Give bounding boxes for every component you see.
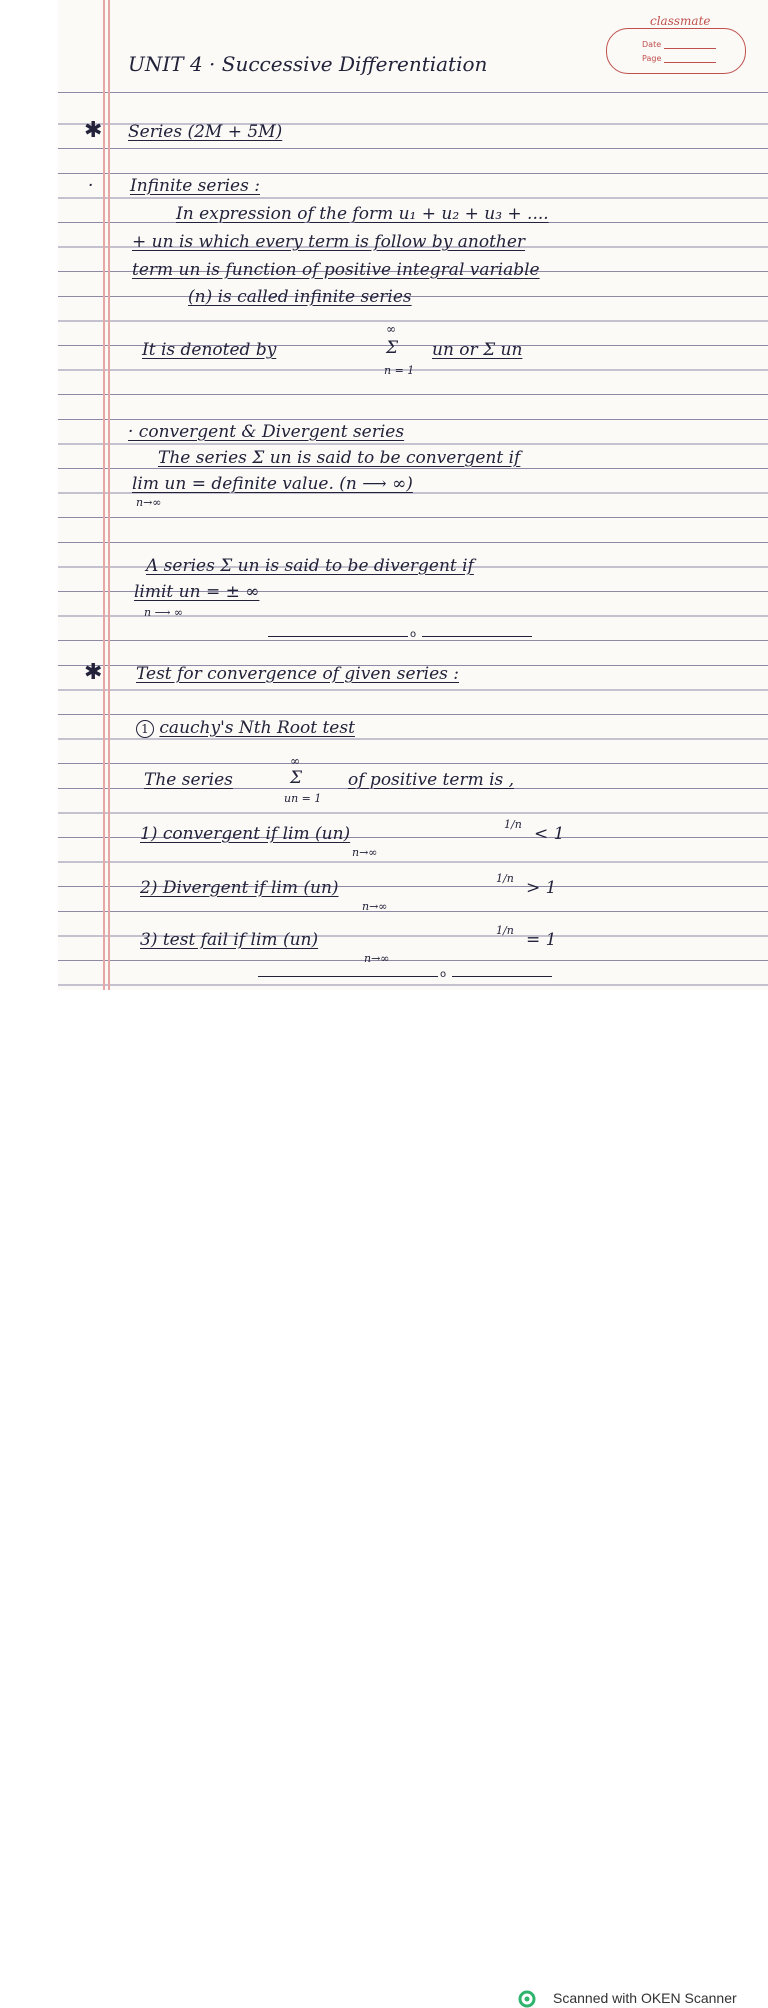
denoted-text: It is denoted by (142, 340, 277, 360)
infinite-line-1: In expression of the form u₁ + u₂ + u₃ + .... (176, 204, 549, 224)
condition-2-exponent: 1/n (496, 872, 514, 885)
condition-1-tail: < 1 (534, 824, 565, 844)
bullet-star-icon: ✱ (84, 660, 103, 685)
circled-number: 1 (136, 720, 154, 738)
classmate-stamp (606, 14, 746, 74)
page-title: UNIT 4 · Successive Differentiation (128, 52, 488, 76)
section-divider-mark: o (410, 629, 417, 640)
margin-line-right (108, 0, 110, 990)
condition-1-limit-sub: n→∞ (352, 846, 378, 859)
stamp-page-line (664, 62, 716, 63)
bullet-dot: · (88, 176, 94, 196)
end-divider-left (258, 976, 438, 977)
convergent-limit-sub: n→∞ (136, 496, 162, 509)
scanner-footer (0, 990, 768, 2006)
infinite-line-4: (n) is called infinite series (188, 287, 412, 307)
margin-line-left (103, 0, 105, 990)
condition-2: 2) Divergent if lim (un) (140, 878, 339, 898)
sum-lower-limit: n = 1 (384, 364, 415, 377)
condition-2-tail: > 1 (526, 878, 557, 898)
test-heading: Test for convergence of given series : (136, 664, 459, 684)
condition-3-exponent: 1/n (496, 924, 514, 937)
scanner-credit-text: Scanned with OKEN Scanner (553, 1990, 737, 2006)
convergent-divergent-heading: · convergent & Divergent series (128, 422, 405, 442)
sum-upper-limit: ∞ (386, 322, 396, 336)
header-rule (58, 92, 768, 93)
infinite-line-2: + un is which every term is follow by another (132, 232, 526, 252)
cauchy-line-b: of positive term is , (348, 770, 515, 790)
convergent-line-1: The series Σ un is said to be convergent if (158, 448, 521, 468)
stamp-date-label: Date (642, 40, 662, 49)
infinite-heading: Infinite series : (130, 176, 260, 196)
cauchy-sum-symbol: Σ (290, 768, 303, 788)
cauchy-line-a: The series (144, 770, 233, 790)
notebook-page (58, 0, 768, 990)
cauchy-sum-lower: un = 1 (284, 792, 322, 805)
cauchy-item (136, 718, 355, 738)
stamp-brand: classmate (650, 14, 711, 28)
sum-symbol: Σ (386, 338, 399, 358)
denoted-tail: un or Σ un (432, 340, 523, 360)
condition-3-limit-sub: n→∞ (364, 952, 390, 965)
condition-2-limit-sub: n→∞ (362, 900, 388, 913)
bullet-star-icon: ✱ (84, 118, 103, 143)
oken-scanner-logo-icon (518, 1990, 538, 2008)
condition-3: 3) test fail if lim (un) (140, 930, 319, 950)
stamp-date-line (664, 48, 716, 49)
section-divider-right (422, 636, 532, 637)
condition-1: 1) convergent if lim (un) (140, 824, 351, 844)
divergent-line-2: limit un = ± ∞ (134, 582, 260, 602)
end-divider-right (452, 976, 552, 977)
stamp-box (606, 28, 746, 74)
condition-3-tail: = 1 (526, 930, 557, 950)
divergent-limit-sub: n ⟶ ∞ (144, 606, 184, 619)
series-heading: Series (2M + 5M) (128, 122, 283, 142)
cauchy-title: cauchy's Nth Root test (159, 718, 355, 738)
end-divider-mark: o (440, 969, 447, 980)
divergent-line-1: A series Σ un is said to be divergent if (146, 556, 474, 576)
stamp-page-label: Page (642, 54, 662, 63)
cauchy-sum-upper: ∞ (290, 754, 300, 768)
section-divider-left (268, 636, 408, 637)
infinite-line-3: term un is function of positive integral variable (132, 260, 540, 280)
condition-1-exponent: 1/n (504, 818, 522, 831)
convergent-line-2: lim un = definite value. (n ⟶ ∞) (132, 474, 413, 494)
